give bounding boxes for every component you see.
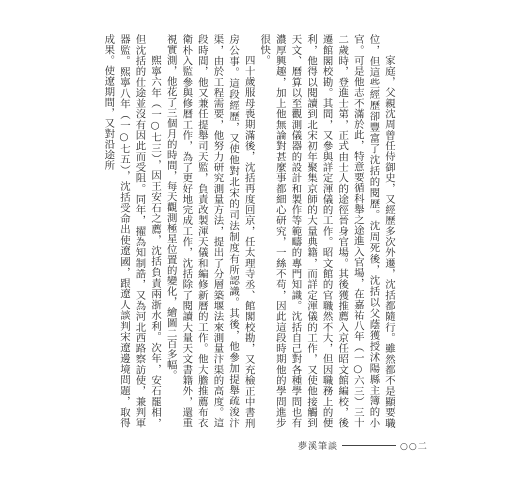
paragraph-3: 熙寧六年（一○七三），因王安石之薦，沈括負責兩浙水利。次年，安石罷相，但沈括的仕途並沒有因此而受阻。同年，擢為知制誥，又為河北西路察訪使，兼判軍器監。熙寧八年（一○七五），沈括受命出使遼國，跟遼人談判宋遼邊境問題，取得成果。使遼期間，又對沿途所 [102, 34, 162, 428]
book-title: 夢溪筆談 [298, 442, 339, 452]
footer-rule [342, 445, 396, 446]
body-text [102, 34, 396, 428]
page-number: ○○二 [400, 442, 428, 452]
page-footer [298, 439, 428, 452]
paragraph-2: 四十歲服母喪期滿後，沈括再度回京，任太理寺丞、館閣校勘，又充檢正中書刑房公事。這段經歷，又使他對北宋的司法制度有所認識。其後，他參加提舉疏浚汴渠，由於工程需要，他努力研究測量方法，提出了分層築堰法來測量汴渠的高度。這段時間，他又兼任提舉司天監，負責改製渾天儀和編修新曆的工作。他大膽推薦布衣衛朴入監參與修曆工作，為了更好地完成工作，沈括除了閱讀大量天文書籍外，還重視實測，他花了三個月的時間，每天觀測極星位置的變化，繪圖二百多幅。 [164, 34, 255, 428]
paragraph-1: 家庭，父親沈周曾任侍御史，又經歷多次外遷，沈括都隨行。雖然都不是顯要職位，但這些經歷卻豐富了沈括的閱歷。沈周死後，沈括以父蔭獲授沭陽縣主簿的小官。可是他志不滿於此，特意要循科舉之途進入官場，在嘉祐八年（一○六三）三十二歲時，登進士第，正式由士人的途徑晉身官場。其後獲推薦入京任昭文館編校，後遷館閣校勘。其間，又參與詳定渾儀的工作。昭文館的官職然不大，但因職務上的便利，他得以閱讀到北宋初年聚集京師的大量典籍，而詳定渾儀的工作，又使他接觸到天文、曆算以至觀測儀器的設計和製作等範疇的專門知識。沈括自己對各種學問也有濃厚興趣，加上他無論對甚麼事都細心研究，一絲不苟，因此這段時期他的學問進步很快。 [258, 34, 395, 428]
